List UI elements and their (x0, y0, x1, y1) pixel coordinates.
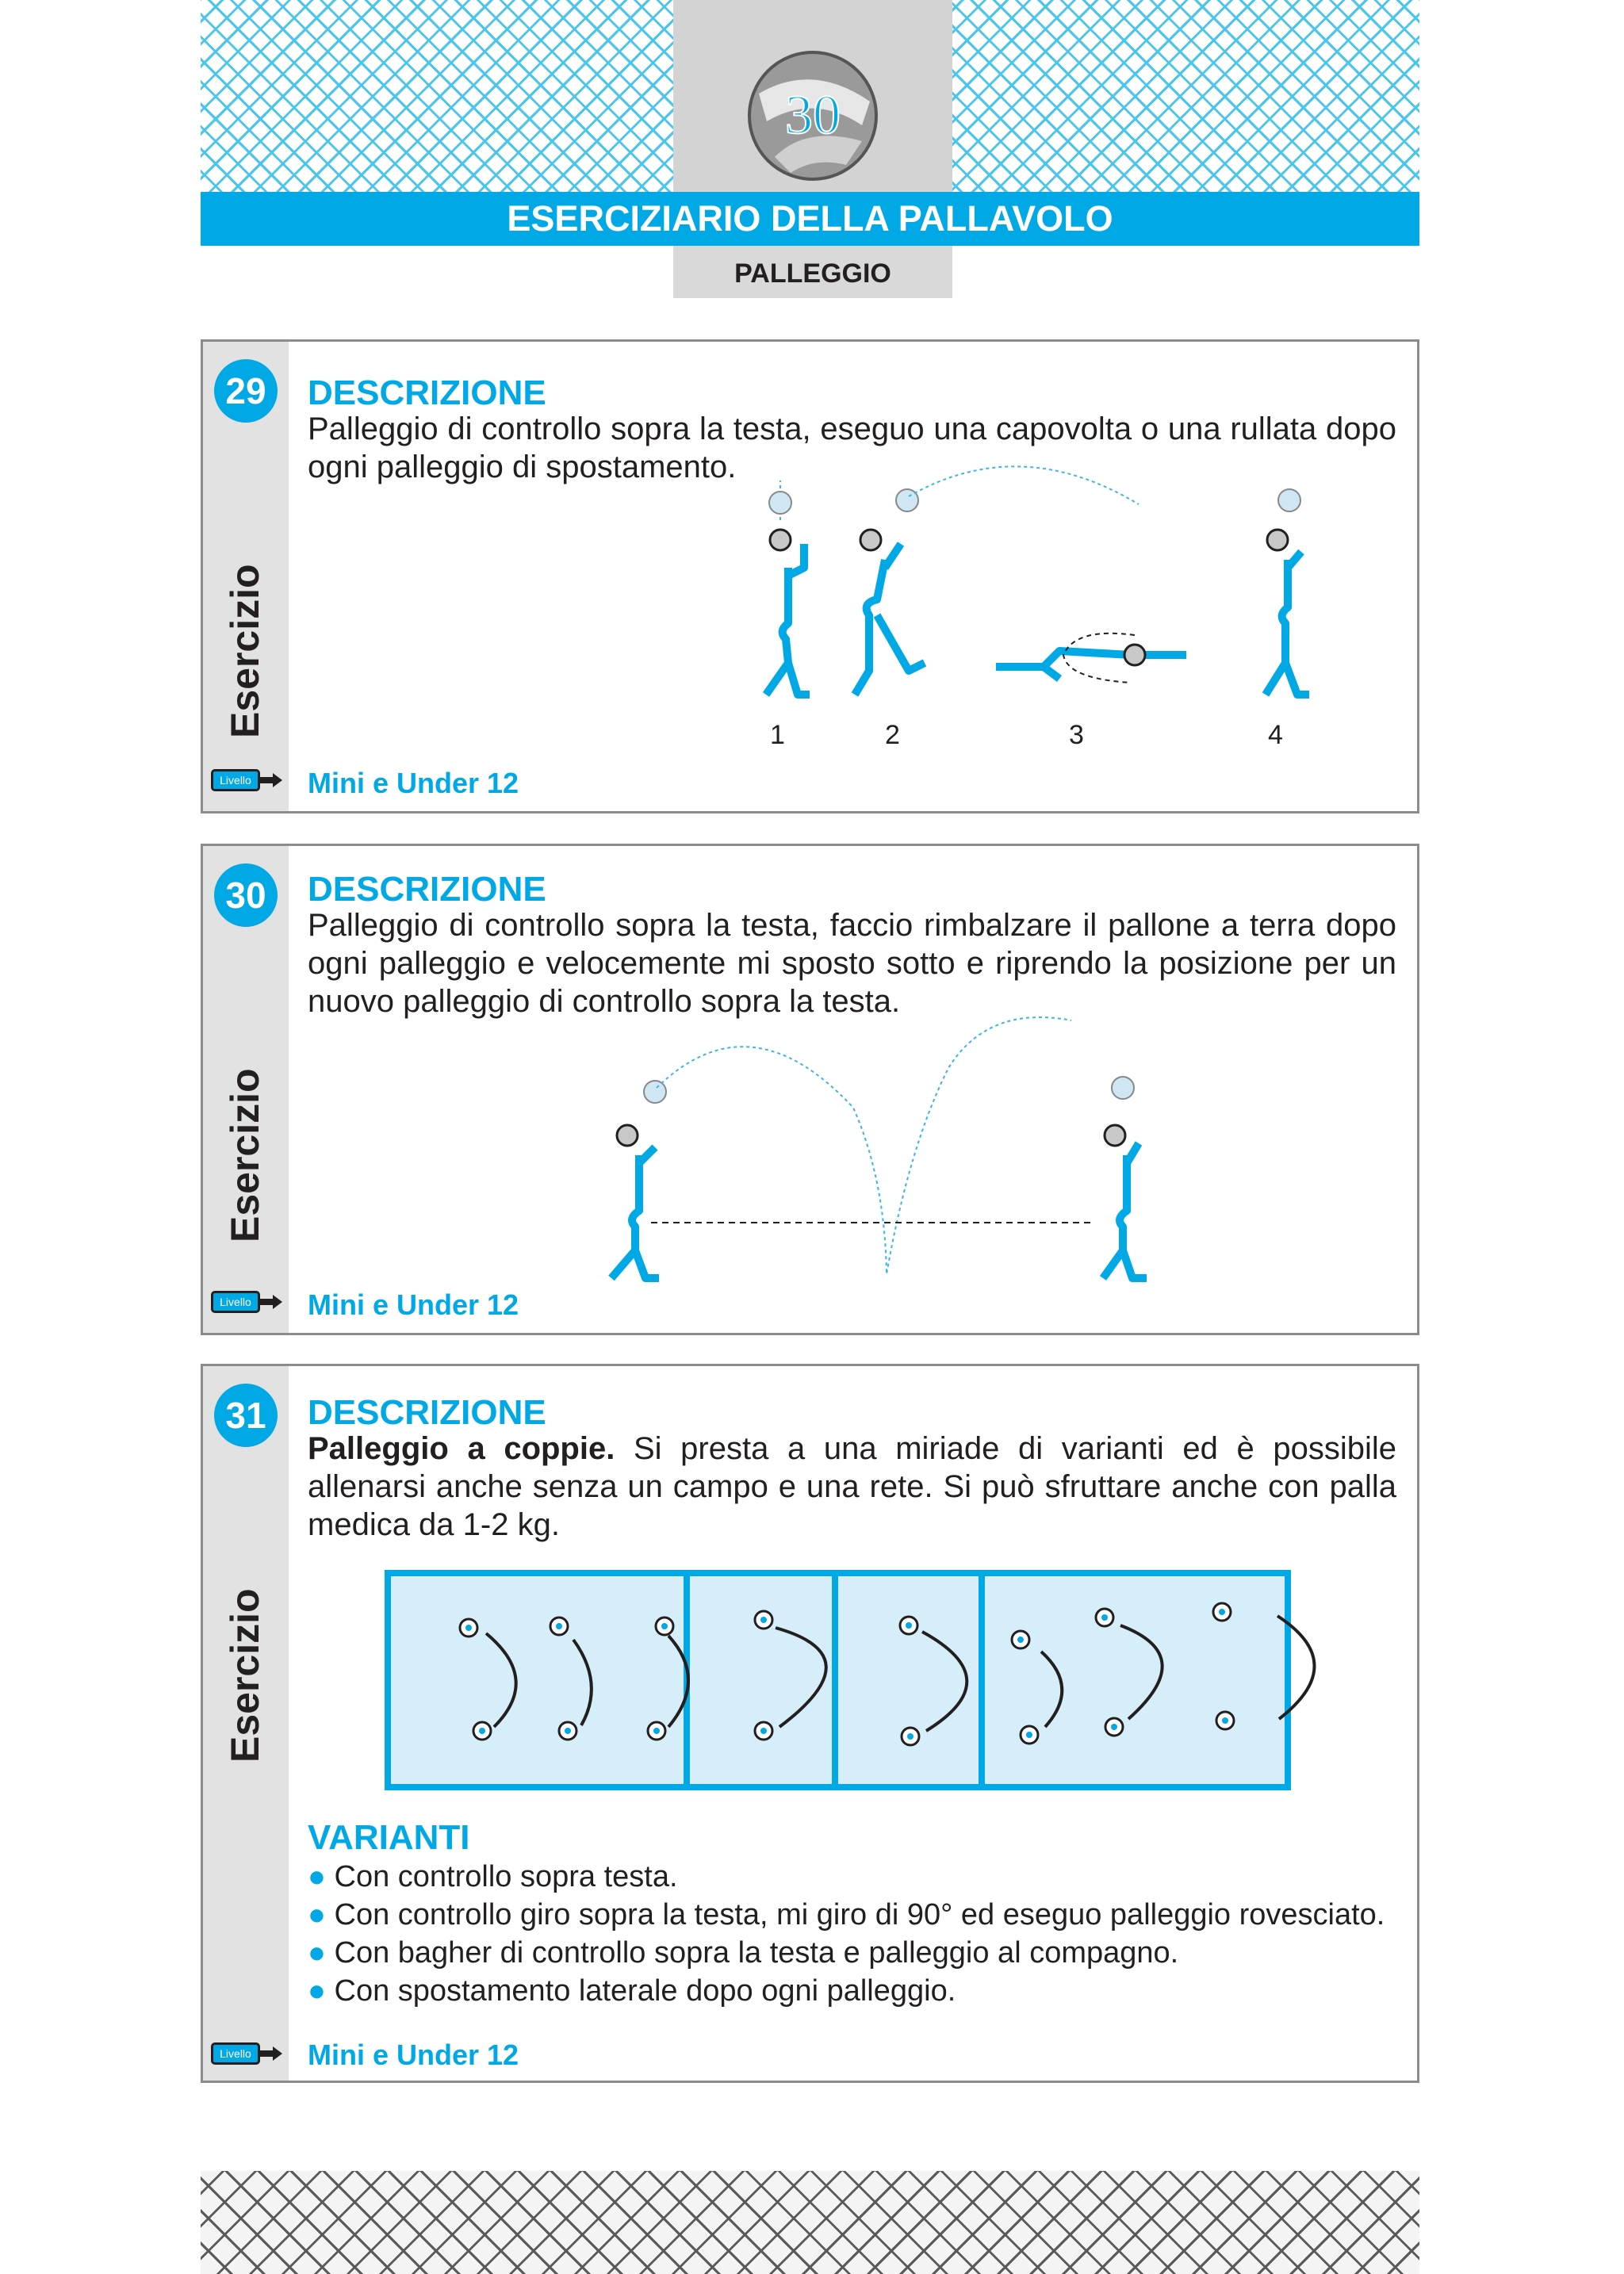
exercise-card-30 (201, 844, 1419, 1335)
description-heading: DESCRIZIONE (308, 1393, 546, 1432)
player-figure-3 (996, 634, 1186, 683)
exercise-29-diagram (647, 465, 1321, 750)
page-number: 30 (785, 85, 841, 146)
description-text: Palleggio di controllo sopra la testa, faccio rimbalzare il pallone a terra dopo ogni palleggio e velocemente mi sposto sotto e riprendo la posizione per un nuovo palleggio di controllo sopra la testa. (308, 908, 1396, 1019)
level-text: Mini e Under 12 (308, 2039, 519, 2071)
level-badge (211, 2042, 282, 2065)
variants-heading: VARIANTI (308, 1818, 470, 1857)
page-title: ESERCIZIARIO DELLA PALLAVOLO (201, 192, 1419, 246)
exercise-card-31 (201, 1364, 1419, 2083)
description-text (308, 1430, 1396, 1544)
player-figure-4 (1266, 489, 1309, 695)
exercise-side-label: Esercizio (223, 564, 267, 738)
exercise-31-court-diagram (383, 1568, 1390, 1798)
step-label: 1 (770, 720, 785, 750)
arrow-right-icon (260, 2046, 282, 2061)
level-text: Mini e Under 12 (308, 1288, 519, 1321)
step-label: 2 (885, 720, 900, 750)
exercise-card-29 (201, 339, 1419, 814)
description-bold-lead: Palleggio a coppie. (308, 1431, 615, 1466)
exercise-number: 30 (214, 863, 278, 927)
player-figure-1 (766, 480, 810, 695)
ball-trajectory (657, 1017, 1071, 1274)
description-text: Palleggio di controllo sopra la testa, eseguo una capovolta o una rullata dopo ogni palleggio di spostamento. (308, 412, 1396, 484)
variant-item: ● Con controllo sopra testa. (308, 1860, 678, 1893)
step-label: 3 (1069, 720, 1084, 750)
description-body: Si presta a una miriade di varianti ed è possibile allenarsi anche senza un campo e una rete. Si può sfruttare anche con palla medica da 1-2 kg. (308, 1431, 1396, 1542)
level-badge (211, 769, 282, 791)
player-figure-2 (855, 466, 1139, 695)
player-figure-end (1103, 1077, 1147, 1278)
footer-net-pattern (201, 2171, 1419, 2274)
exercise-side-label: Esercizio (223, 1068, 267, 1242)
level-tag: Livello (211, 1291, 260, 1313)
exercise-30-diagram (488, 1005, 1400, 1298)
variant-item: ● Con bagher di controllo sopra la testa e palleggio al compagno. (308, 1936, 1179, 1970)
player-figure-start (611, 1081, 666, 1278)
variant-item: ● Con spostamento laterale dopo ogni palleggio. (308, 1974, 956, 2008)
step-label: 4 (1268, 720, 1283, 750)
level-tag: Livello (211, 2042, 260, 2065)
arrow-right-icon (260, 1295, 282, 1309)
description-heading: DESCRIZIONE (308, 870, 546, 909)
exercise-number: 29 (214, 359, 278, 423)
level-badge (211, 1291, 282, 1313)
variants-list (308, 1858, 1385, 2010)
exercise-number: 31 (214, 1384, 278, 1447)
variant-item: ● Con controllo giro sopra la testa, mi giro di 90° ed eseguo palleggio rovesciato. (308, 1898, 1385, 1931)
section-title: PALLEGGIO (673, 246, 952, 298)
level-text: Mini e Under 12 (308, 767, 519, 799)
description-heading: DESCRIZIONE (308, 373, 546, 412)
level-tag: Livello (211, 769, 260, 791)
volleyball-page-badge (743, 46, 883, 186)
arrow-right-icon (260, 773, 282, 787)
exercise-side-label: Esercizio (223, 1588, 267, 1763)
